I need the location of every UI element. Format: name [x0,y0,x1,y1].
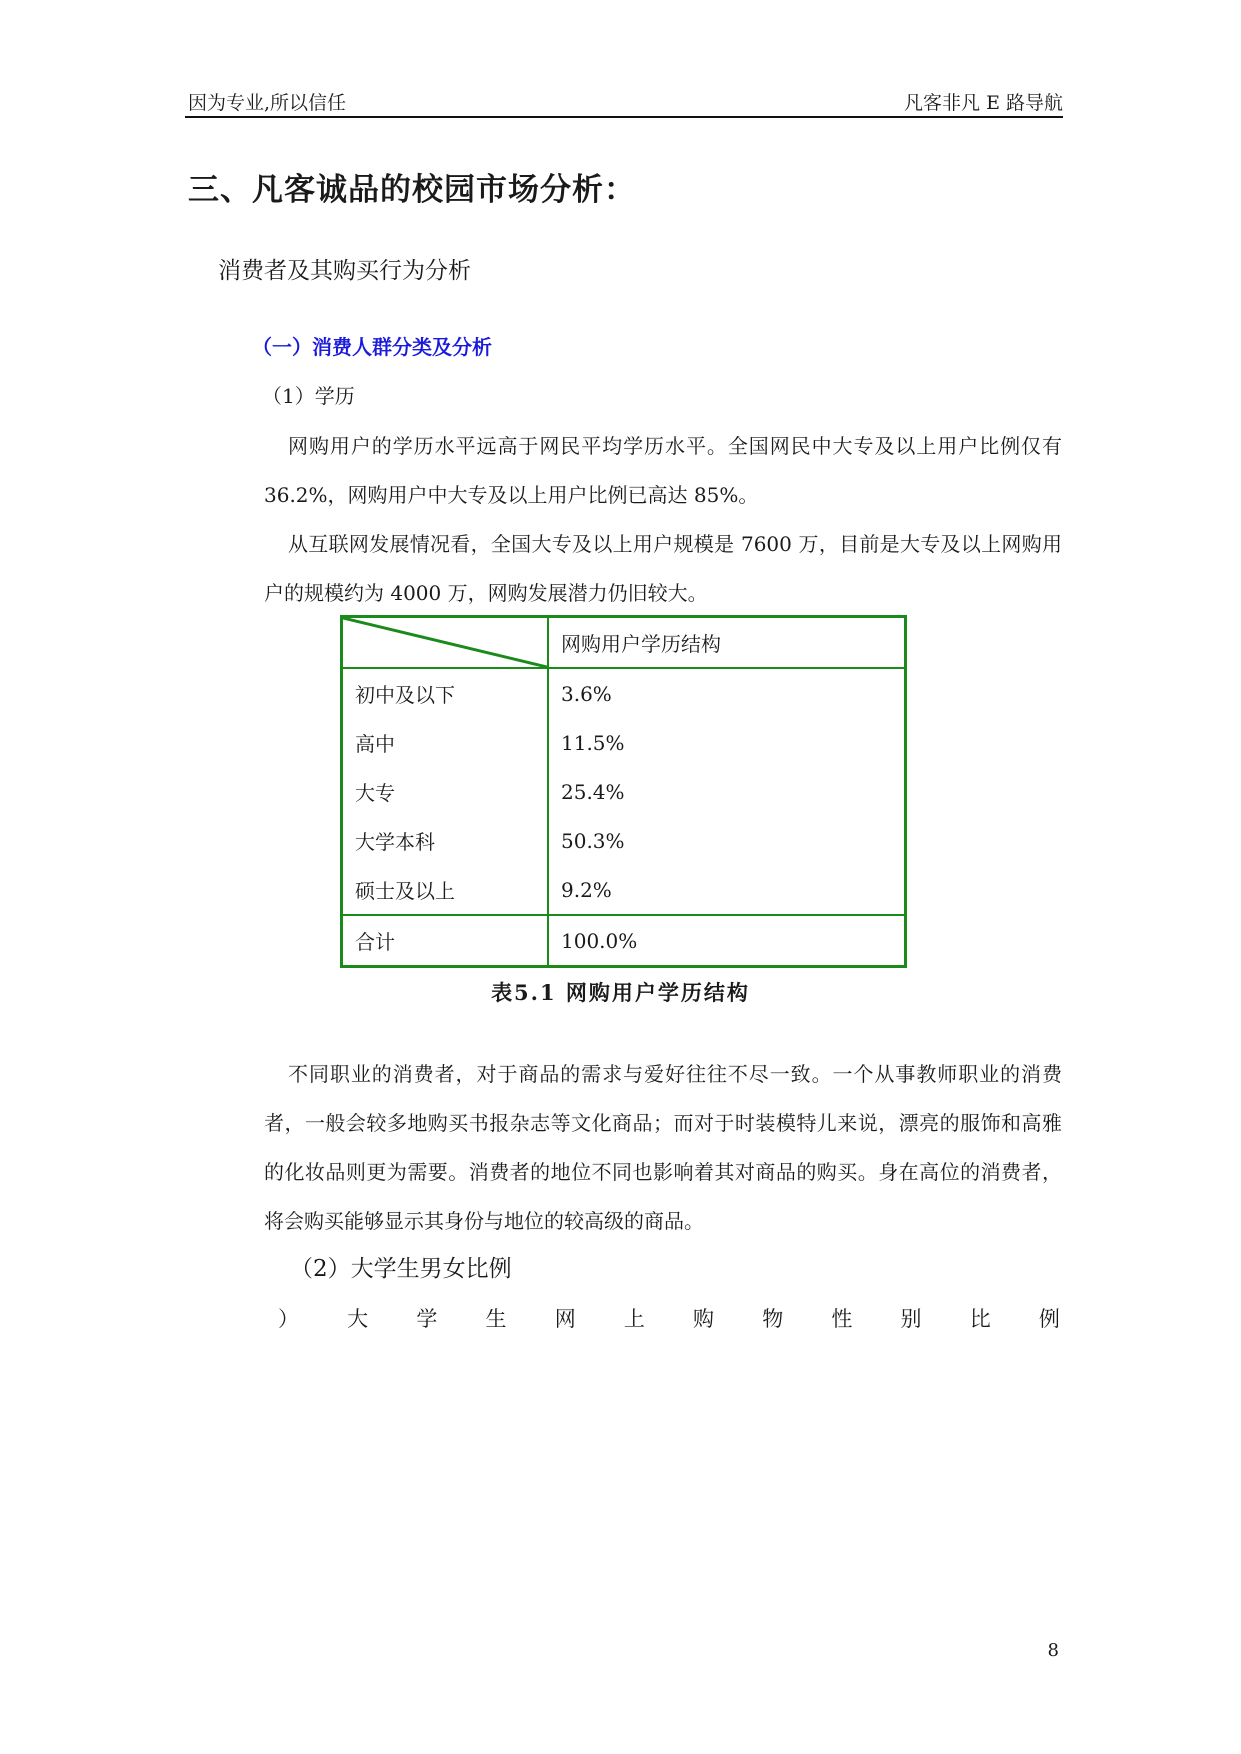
table-caption: 表5.1 网购用户学历结构 [491,980,750,1005]
spread-char: 网 [554,1307,576,1331]
table-header-label: 网购用户学历结构 [548,617,906,669]
paragraph-education-1: 网购用户的学历水平远高于网民平均学历水平。全国网民中大专及以上用户比例仅有 36.2%，网购用户中大专及以上用户比例已高达 85%。 [264,434,1062,507]
paragraph-education-2: 从互联网发展情况看，全国大专及以上用户规模是 7600 万，目前是大专及以上网购用户的规模约为 4000 万，网购发展潜力仍旧较大。 [264,532,1062,605]
spread-char: 购 [693,1307,715,1331]
spread-char: 物 [762,1307,784,1331]
total-label: 合计 [342,915,549,967]
header-left-text: 因为专业,所以信任 [188,92,347,114]
spread-char: 性 [831,1307,853,1331]
spread-char: 学 [416,1307,438,1331]
spread-text-line [278,1303,1060,1333]
total-value: 100.0% [548,915,906,967]
section-heading: （一）消费人群分类及分析 [252,335,492,359]
diagonal-line [343,618,547,667]
subsection-heading-gender: （2）大学生男女比例 [290,1256,512,1282]
spread-char: 别 [900,1307,922,1331]
paragraph-occupation: 不同职业的消费者，对于商品的需求与爱好往往不尽一致。一个从事教师职业的消费者，一般会较多地购买书报杂志等文化商品；而对于时装模特儿来说，漂亮的服饰和高雅的化妆品则更为需要。消费者的地位不同也影响着其对商品的购买。身在高位的消费者，将会购买能够显示其身份与地位的较高级的商品。 [264,1062,1062,1233]
row-label: 初中及以下 [342,668,549,718]
spread-char: 上 [623,1307,645,1331]
row-value: 25.4% [548,767,906,816]
row-value: 11.5% [548,718,906,767]
diagonal-header-cell [342,617,549,669]
row-value: 9.2% [548,865,906,915]
table-row [342,668,906,718]
page-title: 三、凡客诚品的校园市场分析： [188,172,636,208]
spread-char: 大 [347,1307,369,1331]
spread-char: ） [278,1307,299,1331]
spread-char: 生 [485,1307,507,1331]
row-label: 硕士及以上 [342,865,549,915]
header-right-text: 凡客非凡 E 路导航 [904,92,1063,114]
row-value: 50.3% [548,816,906,865]
page-number: 8 [1047,1640,1059,1661]
row-value: 3.6% [548,668,906,718]
table-total-row [342,915,906,967]
table-row [342,718,906,767]
header-divider [185,116,1063,118]
row-label: 高中 [342,718,549,767]
spread-char: 比 [969,1307,991,1331]
table-row [342,816,906,865]
table-row [342,767,906,816]
table-row [342,865,906,915]
page-subtitle: 消费者及其购买行为分析 [218,258,471,284]
row-label: 大专 [342,767,549,816]
row-label: 大学本科 [342,816,549,865]
table-header-row [342,617,906,669]
subsection-heading-education: （1）学历 [262,384,355,408]
education-table [340,615,907,968]
spread-char: 例 [1038,1307,1060,1331]
